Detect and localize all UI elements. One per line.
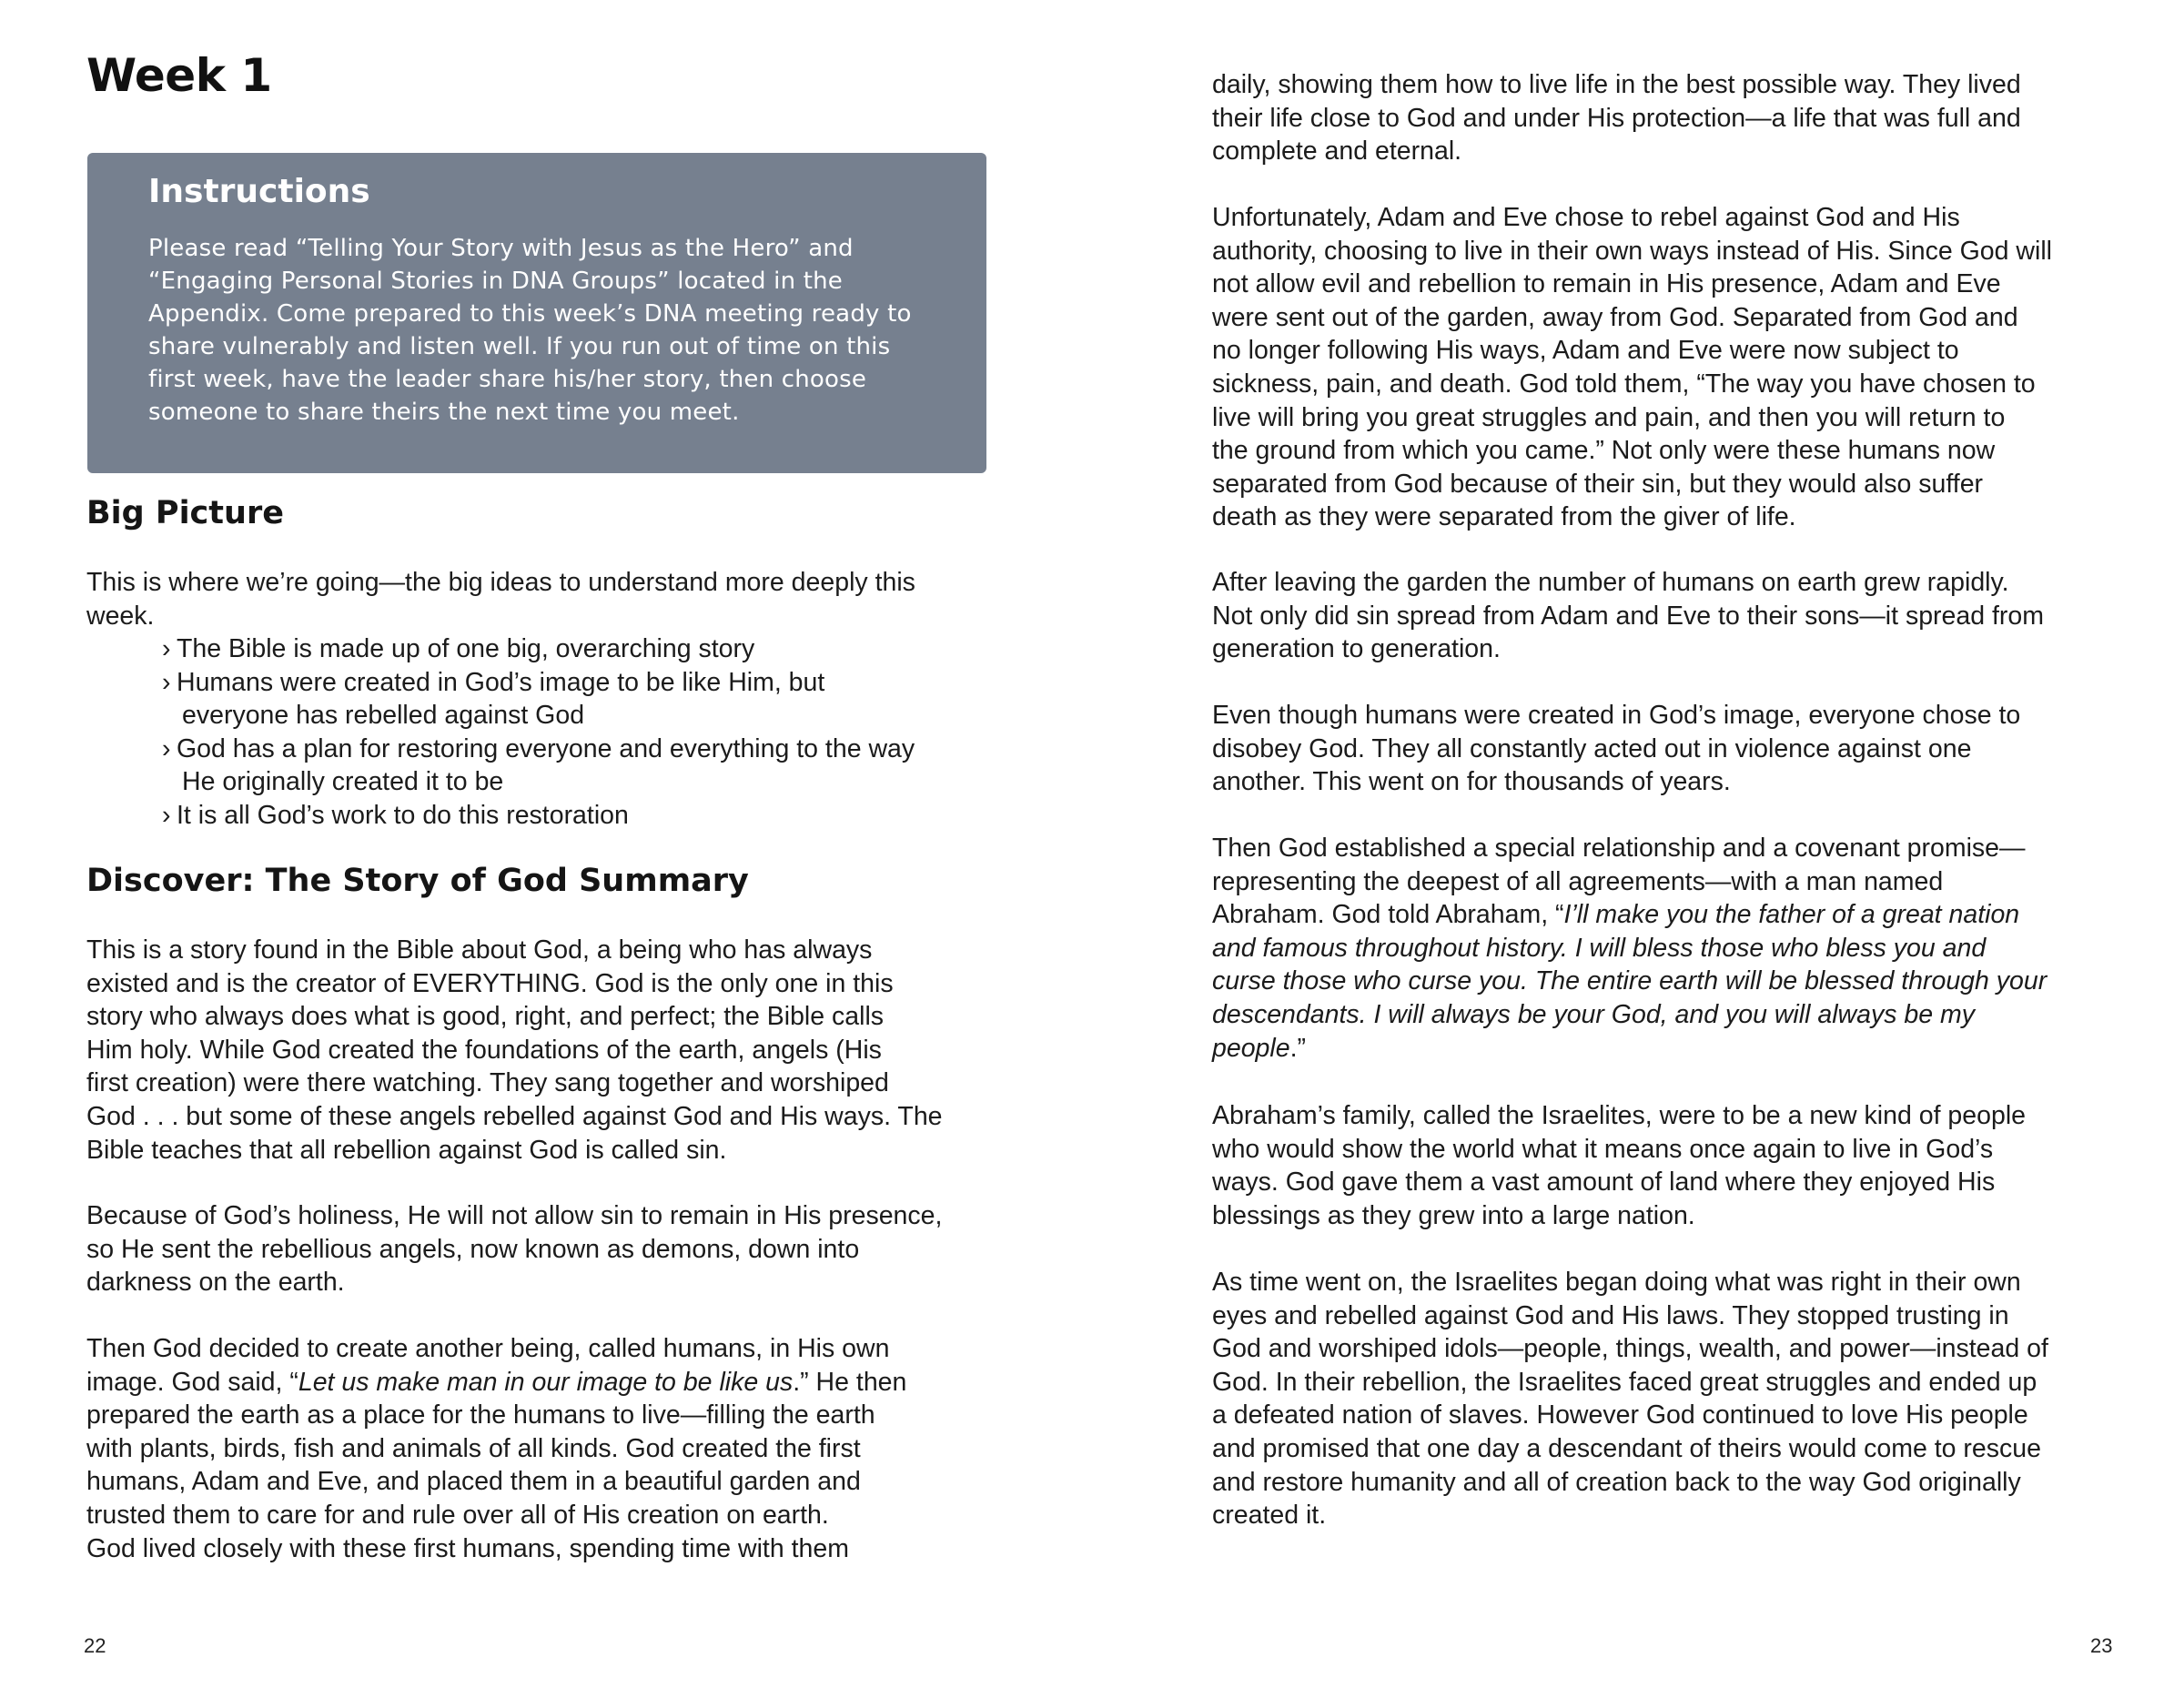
- text-line: Him holy. While God created the foundations of the earth, angels (His: [86, 1035, 882, 1065]
- discover-paragraph-1: [86, 934, 996, 1167]
- text-line: no longer following His ways, Adam and Eve were now subject to: [1212, 336, 1959, 366]
- right-paragraph-3: [1212, 566, 2122, 666]
- text-line: [1212, 898, 2122, 932]
- text-line: [1212, 965, 2122, 998]
- bullet-chevron-icon: ›: [162, 733, 171, 763]
- text-line: and restore humanity and all of creation back to the way God originally: [1212, 1467, 2021, 1497]
- text-line: God lived closely with these first humans, spending time with them: [86, 1533, 849, 1563]
- bullet-item: [162, 799, 999, 833]
- text-line: complete and eternal.: [1212, 136, 1462, 167]
- text-line: who would show the world what it means once again to live in God’s: [1212, 1134, 1994, 1164]
- text-line: God . . . but some of these angels rebelled against God and His ways. The: [86, 1101, 943, 1131]
- text-line: week.: [86, 601, 155, 631]
- text-line: another. This went on for thousands of years.: [1212, 767, 1731, 797]
- text-line: Not only did sin spread from Adam and Eve to their sons—it spread from: [1212, 601, 2045, 631]
- scripture-quote: curse those who curse you. The entire earth will be blessed through your: [1212, 966, 2048, 996]
- scripture-quote: Let us make man in our image to be like us: [298, 1367, 794, 1397]
- scripture-quote: people: [1212, 1033, 1290, 1063]
- scripture-quote: I’ll make you the father of a great nation: [1563, 900, 2020, 930]
- text-line: “Engaging Personal Stories in DNA Groups” located in the: [148, 268, 843, 295]
- text-line: After leaving the garden the number of humans on earth grew rapidly.: [1212, 568, 2009, 597]
- text-line: Then God established a special relationship and a covenant promise—: [1212, 834, 2026, 863]
- text-line: humans, Adam and Eve, and placed them in a beautiful garden and: [86, 1467, 861, 1497]
- text-line: Abraham’s family, called the Israelites, were to be a new kind of people: [1212, 1101, 2027, 1130]
- text-line: God. In their rebellion, the Israelites faced great struggles and ended up: [1212, 1367, 2037, 1397]
- big-picture-bullets: [162, 632, 999, 833]
- right-paragraph-4: [1212, 699, 2122, 799]
- bullet-chevron-icon: ›: [162, 800, 171, 830]
- text-line: first creation) were there watching. They sang together and worshiped: [86, 1068, 889, 1098]
- text-line: Even though humans were created in God’s image, everyone chose to: [1212, 701, 2021, 730]
- text-line: prepared the earth as a place for the humans to live—filling the earth: [86, 1400, 875, 1430]
- right-paragraph-5: [1212, 832, 2122, 1065]
- text-line: someone to share theirs the next time you meet.: [148, 399, 740, 426]
- page-number-left: 22: [84, 1634, 106, 1657]
- text-line: Then God decided to create another being, called humans, in His own: [86, 1334, 890, 1363]
- text-line: daily, showing them how to live life in the best possible way. They lived: [1212, 70, 2021, 99]
- bullet-text: It is all God’s work to do this restoration: [177, 800, 629, 830]
- text-line: ways. God gave them a vast amount of land where they enjoyed His: [1212, 1167, 1996, 1198]
- right-paragraph-6: [1212, 1099, 2122, 1232]
- bullet-item: [162, 632, 999, 666]
- right-paragraph-2: [1212, 201, 2122, 534]
- text-line: blessings as they grew into a large nation.: [1212, 1200, 1695, 1230]
- text-line: [1212, 998, 2122, 1032]
- text-line: with plants, birds, fish and animals of all kinds. God created the first: [86, 1433, 861, 1463]
- bullet-text: everyone has rebelled against God: [182, 701, 585, 731]
- bullet-text: He originally created it to be: [182, 767, 504, 797]
- instructions-box: [87, 153, 986, 473]
- text-line: As time went on, the Israelites began doing what was right in their own: [1212, 1268, 2021, 1297]
- text-line: death as they were separated from the giver of life.: [1212, 502, 1796, 532]
- text-line: This is where we’re going—the big ideas to understand more deeply this: [86, 568, 915, 597]
- scripture-quote: descendants. I will always be your God, and you will always be my: [1212, 999, 1975, 1029]
- right-page: [1092, 0, 2184, 1688]
- text-line: and promised that one day a descendant of theirs would come to rescue: [1212, 1433, 2041, 1463]
- text-line: Bible teaches that all rebellion against God is called sin.: [86, 1135, 727, 1165]
- instructions-title: Instructions: [148, 173, 370, 210]
- text-line: eyes and rebelled against God and His laws. They stopped trusting in: [1212, 1300, 2009, 1330]
- text-line: a defeated nation of slaves. However God continued to love His people: [1212, 1400, 2028, 1430]
- text-segment: Abraham. God told Abraham, “: [1212, 900, 1564, 930]
- bullet-item: [162, 733, 999, 799]
- text-segment: .” He then: [793, 1367, 907, 1397]
- text-segment: image. God said, “: [86, 1367, 298, 1397]
- instructions-text: [148, 232, 923, 429]
- discover-paragraph-3: [86, 1332, 996, 1565]
- big-picture-intro: [86, 566, 996, 632]
- text-line: share vulnerably and listen well. If you run out of time on this: [148, 333, 891, 360]
- bullet-chevron-icon: ›: [162, 667, 171, 697]
- text-line: existed and is the creator of EVERYTHING. God is the only one in this: [86, 968, 894, 998]
- text-line: live will bring you great struggles and pain, and then you will return to: [1212, 402, 2006, 432]
- right-paragraph-1: [1212, 68, 2122, 168]
- text-line: Please read “Telling Your Story with Jesus as the Hero” and: [148, 235, 854, 262]
- text-line: God and worshiped idols—people, things, wealth, and power—instead of: [1212, 1334, 2048, 1364]
- text-line: authority, choosing to live in their own ways instead of His. Since God will: [1212, 236, 2052, 266]
- text-line: the ground from which you came.” Not only were these humans now: [1212, 436, 1996, 466]
- text-line: not allow evil and rebellion to remain in His presence, Adam and Eve: [1212, 269, 2001, 299]
- page-number-right: 23: [2090, 1634, 2113, 1657]
- text-line: generation to generation.: [1212, 634, 1501, 664]
- bullet-chevron-icon: ›: [162, 634, 171, 663]
- discover-heading: Discover: The Story of God Summary: [86, 863, 749, 899]
- scripture-quote: and famous throughout history. I will bless those who bless you and: [1212, 933, 1987, 963]
- text-line: [1212, 932, 2122, 965]
- text-line: separated from God because of their sin, but they would also suffer: [1212, 469, 1984, 499]
- text-line: Unfortunately, Adam and Eve chose to rebel against God and His: [1212, 203, 1960, 232]
- bullet-text: God has a plan for restoring everyone and everything to the way: [177, 733, 915, 763]
- text-line: their life close to God and under His protection—a life that was full and: [1212, 103, 2021, 133]
- text-line: story who always does what is good, right, and perfect; the Bible calls: [86, 1002, 885, 1032]
- discover-paragraph-2: [86, 1199, 996, 1299]
- text-line: Appendix. Come prepared to this week’s DNA meeting ready to: [148, 300, 912, 328]
- text-line: so He sent the rebellious angels, now known as demons, down into: [86, 1234, 860, 1264]
- big-picture-heading: Big Picture: [86, 495, 284, 531]
- bullet-text: The Bible is made up of one big, overarching story: [177, 634, 755, 663]
- text-line: created it.: [1212, 1501, 1327, 1531]
- text-line: disobey God. They all constantly acted out in violence against one: [1212, 733, 1972, 763]
- right-paragraph-7: [1212, 1266, 2122, 1532]
- text-line: darkness on the earth.: [86, 1268, 345, 1298]
- text-line: sickness, pain, and death. God told them, “The way you have chosen to: [1212, 369, 2036, 399]
- text-segment: .”: [1289, 1033, 1307, 1063]
- text-line: This is a story found in the Bible about God, a being who has always: [86, 935, 873, 965]
- text-line: were sent out of the garden, away from God. Separated from God and: [1212, 302, 2018, 332]
- text-line: trusted them to care for and rule over all of His creation on earth.: [86, 1500, 829, 1530]
- text-line: representing the deepest of all agreements—with a man named: [1212, 866, 1944, 896]
- bullet-item: [162, 666, 999, 733]
- text-line: [86, 1366, 996, 1400]
- text-line: first week, have the leader share his/her story, then choose: [148, 366, 867, 393]
- text-line: Because of God’s holiness, He will not allow sin to remain in His presence,: [86, 1201, 943, 1230]
- bullet-text: Humans were created in God’s image to be like Him, but: [177, 667, 825, 697]
- week-title: Week 1: [86, 49, 272, 102]
- text-line: [1212, 1032, 2122, 1066]
